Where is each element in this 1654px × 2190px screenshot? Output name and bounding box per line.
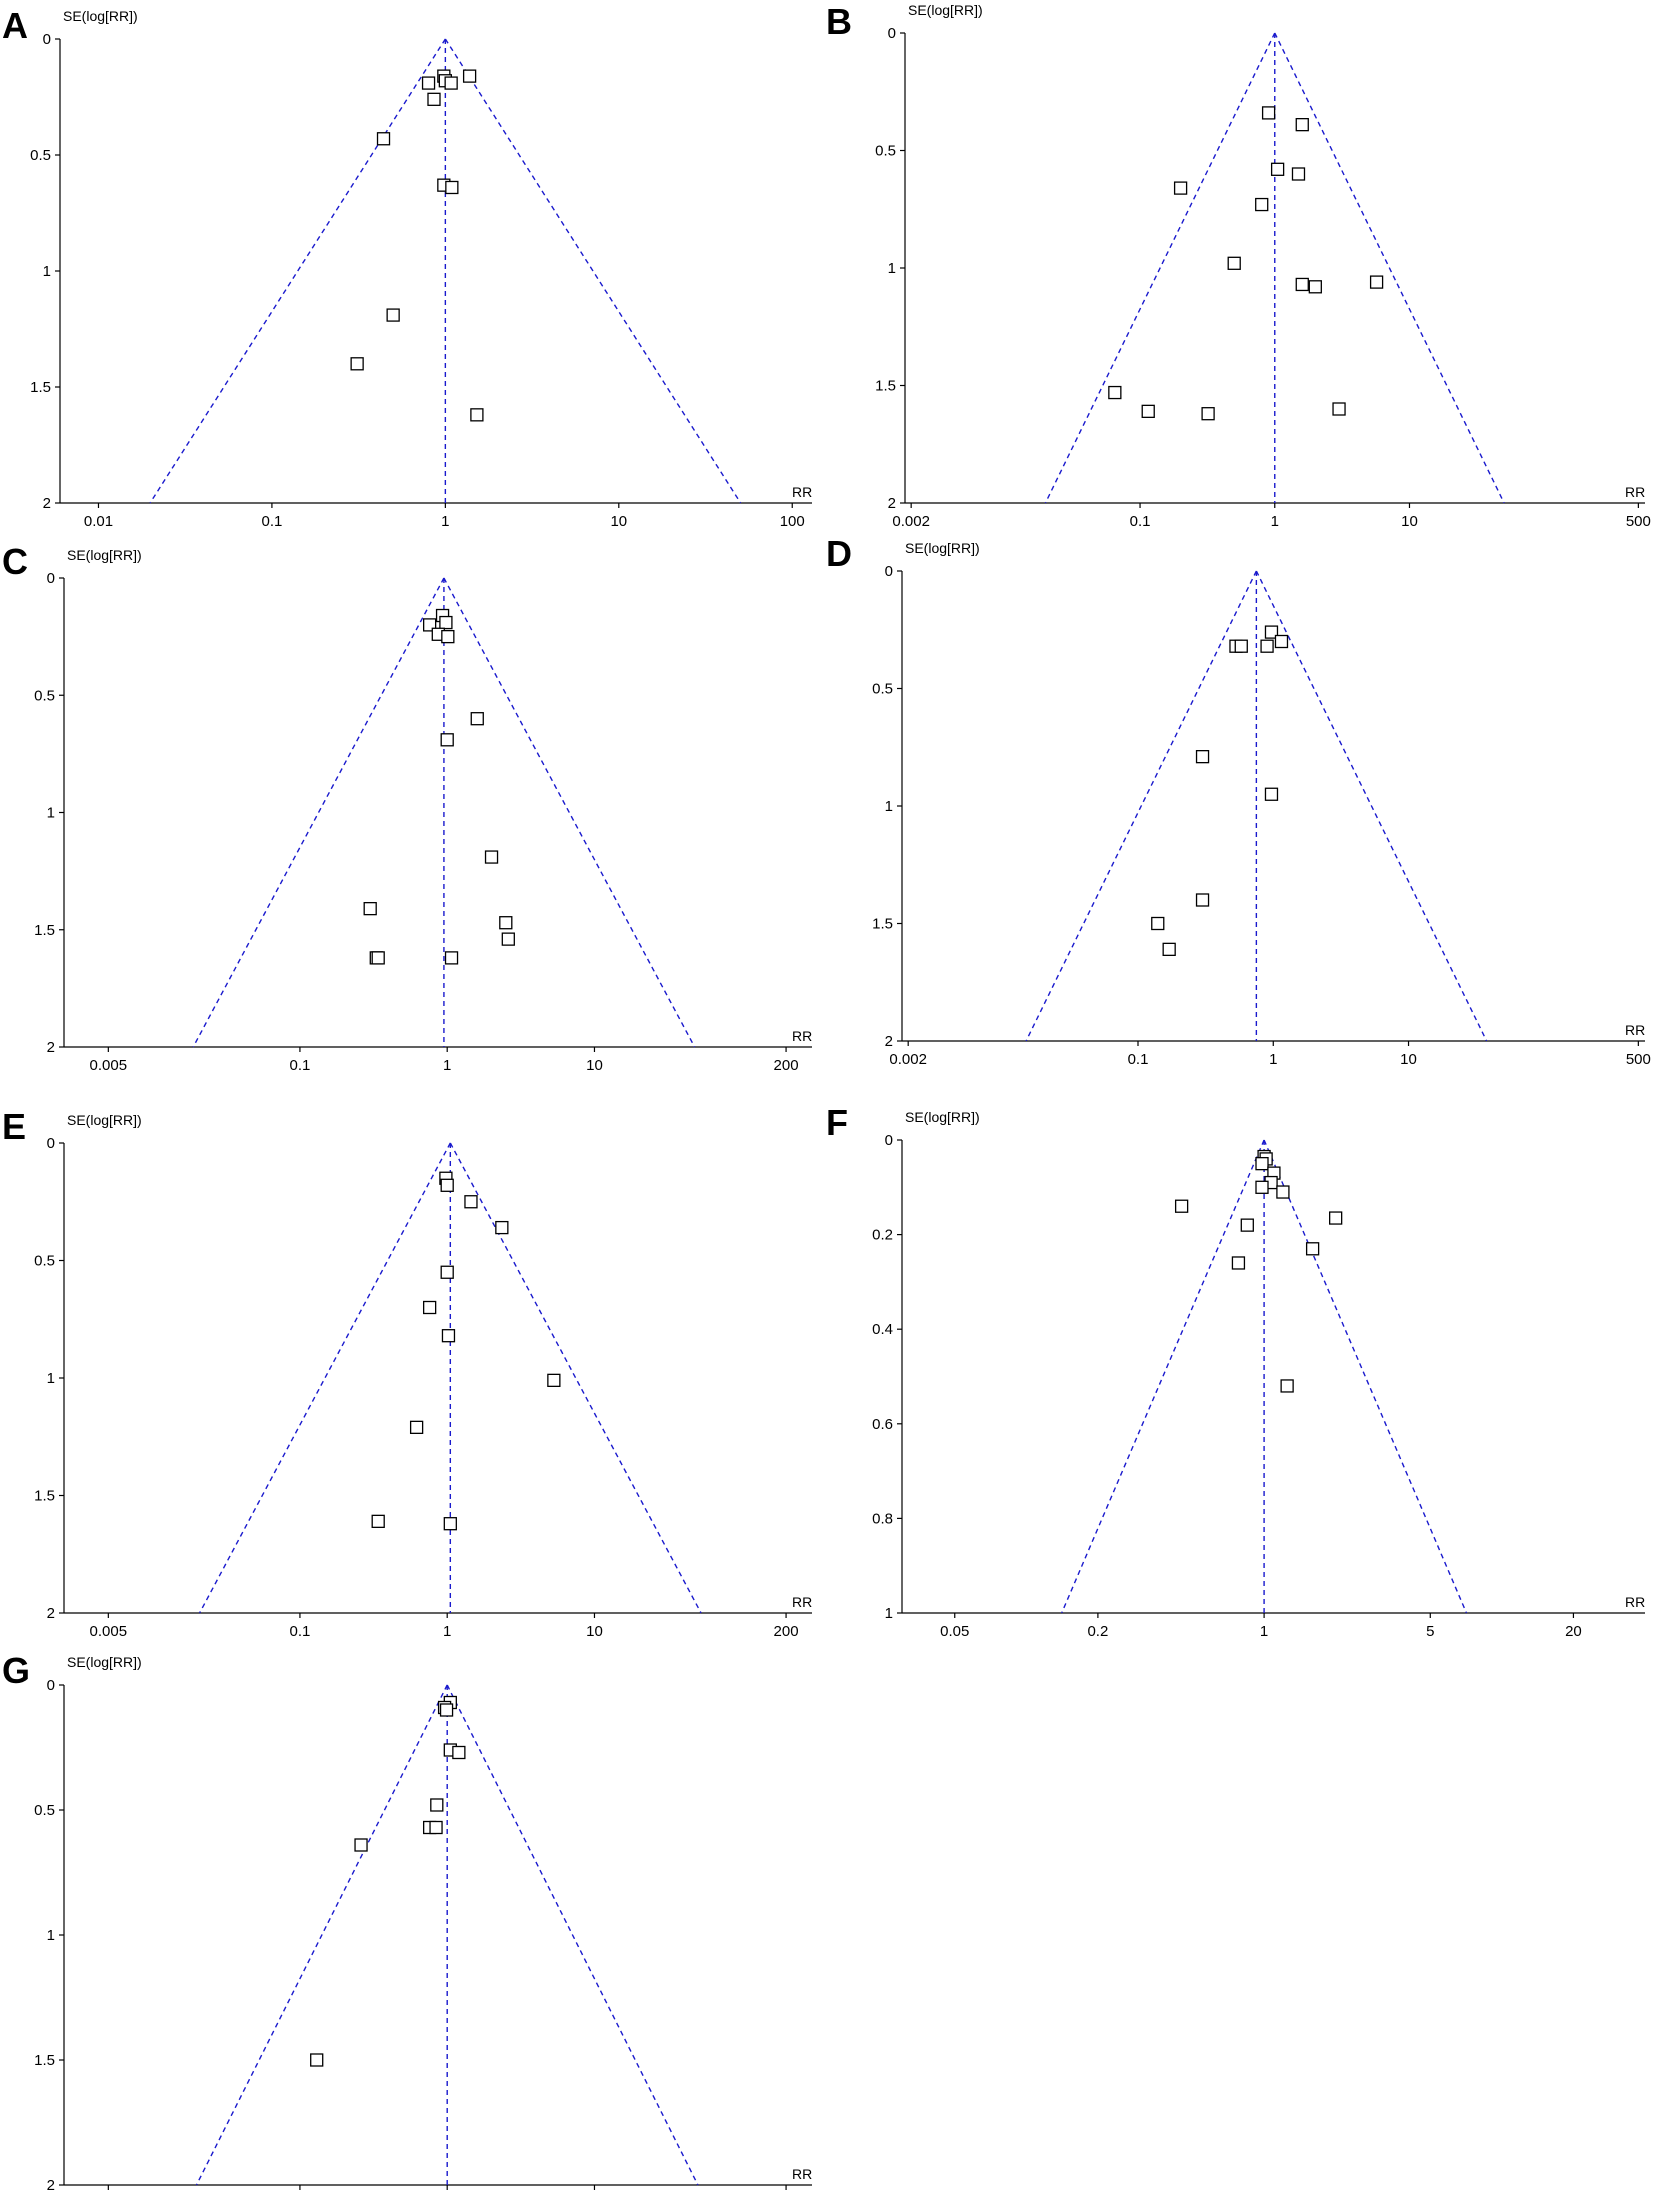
x-tick-label-a: 100 (779, 513, 805, 530)
study-marker-b (1333, 403, 1345, 415)
study-marker-c (502, 933, 514, 945)
study-marker-g (430, 1822, 442, 1834)
x-axis-title-e: RR (792, 1594, 813, 1610)
x-tick-label-c: 1 (443, 1057, 452, 1074)
x-axis-title-d: RR (1625, 1022, 1646, 1038)
y-tick-label-a: 0.5 (30, 147, 51, 164)
study-marker-g (311, 2054, 323, 2066)
x-tick-label-e: 10 (586, 1623, 603, 1640)
x-tick-label-c: 0.1 (289, 1057, 311, 1074)
y-axis-title-f: SE(log[RR]) (905, 1109, 980, 1125)
study-marker-b (1109, 387, 1121, 399)
study-marker-a (351, 358, 363, 370)
y-tick-label-b: 1 (887, 260, 896, 277)
panel-f (826, 1102, 1645, 1640)
x-axis-title-f: RR (1625, 1594, 1646, 1610)
study-marker-b (1292, 168, 1304, 180)
x-tick-label-e: 0.005 (89, 1623, 128, 1640)
y-tick-label-a: 1.5 (30, 379, 51, 396)
y-tick-label-d: 0.5 (872, 680, 893, 698)
study-marker-c (442, 631, 454, 643)
y-tick-label-a: 0 (42, 31, 51, 48)
study-marker-c (440, 617, 452, 629)
x-axis-title-b: RR (1625, 484, 1646, 500)
study-marker-d (1197, 894, 1209, 906)
x-tick-label-a: 0.01 (83, 513, 114, 530)
study-marker-e (441, 1266, 453, 1278)
study-marker-e (424, 1302, 436, 1314)
study-marker-e (411, 1421, 423, 1433)
y-tick-label-c: 1 (46, 804, 55, 822)
panel-letter-g: G (2, 1650, 31, 1691)
x-tick-label-d: 1 (1269, 1051, 1278, 1068)
y-axis-title-e: SE(log[RR]) (67, 1112, 142, 1128)
y-tick-label-b: 1.5 (875, 377, 896, 395)
funnel-right-line-e (450, 1143, 701, 1613)
x-tick-label-a: 10 (610, 513, 628, 530)
study-marker-d (1197, 751, 1209, 763)
study-marker-b (1263, 107, 1275, 119)
panel-d (826, 533, 1651, 1068)
study-marker-d (1265, 788, 1277, 800)
y-tick-label-b: 0 (887, 25, 896, 42)
x-tick-label-b: 10 (1401, 513, 1418, 530)
study-marker-b (1296, 119, 1308, 131)
study-marker-a (445, 77, 457, 89)
study-marker-e (465, 1196, 477, 1208)
study-marker-e (441, 1179, 453, 1191)
y-axis-title-d: SE(log[RR]) (905, 540, 980, 556)
x-tick-label-e: 200 (773, 1623, 799, 1640)
x-tick-label-a: 1 (441, 513, 450, 530)
funnel-right-line-f (1264, 1140, 1466, 1613)
y-tick-label-f: 0.2 (872, 1226, 893, 1244)
x-tick-label-e: 1 (443, 1623, 452, 1640)
study-marker-a (423, 77, 435, 89)
y-tick-label-g: 0.5 (34, 1802, 55, 1819)
funnel-right-line-b (1275, 33, 1504, 503)
study-marker-d (1275, 636, 1287, 648)
study-marker-e (372, 1515, 384, 1527)
x-axis-title-g: RR (792, 2166, 813, 2182)
x-tick-label-f: 1 (1259, 1623, 1269, 1640)
y-tick-label-b: 2 (887, 495, 896, 512)
x-tick-label-c: 200 (773, 1057, 799, 1074)
study-marker-d (1261, 640, 1273, 652)
study-marker-c (364, 903, 376, 915)
panel-letter-b: B (826, 1, 852, 42)
y-tick-label-f: 1 (884, 1605, 893, 1622)
panel-a (2, 5, 812, 530)
study-marker-b (1309, 281, 1321, 293)
x-tick-label-b: 1 (1270, 513, 1279, 530)
study-marker-c (500, 917, 512, 929)
x-tick-label-e: 0.1 (289, 1623, 311, 1640)
y-tick-label-d: 0 (884, 563, 893, 580)
study-marker-f (1176, 1200, 1188, 1212)
x-tick-label-d: 0.002 (889, 1051, 927, 1068)
y-tick-label-c: 2 (46, 1039, 55, 1056)
panel-letter-e: E (2, 1106, 27, 1147)
study-marker-f (1330, 1212, 1342, 1224)
y-tick-label-g: 2 (46, 2177, 55, 2190)
y-tick-label-g: 1.5 (34, 2052, 55, 2069)
study-marker-g (431, 1799, 443, 1811)
study-marker-d (1235, 640, 1247, 652)
y-tick-label-g: 1 (46, 1927, 55, 1944)
study-marker-c (486, 851, 498, 863)
y-tick-label-e: 0.5 (34, 1252, 55, 1270)
study-marker-b (1256, 199, 1268, 211)
panel-b (826, 1, 1651, 530)
study-marker-d (1163, 943, 1175, 955)
study-marker-f (1281, 1380, 1293, 1392)
study-marker-b (1142, 405, 1154, 417)
study-marker-e (548, 1374, 560, 1386)
y-tick-label-e: 1.5 (34, 1487, 55, 1505)
study-marker-a (378, 133, 390, 145)
y-axis-title-c: SE(log[RR]) (67, 547, 142, 563)
study-marker-f (1256, 1181, 1268, 1193)
x-tick-label-f: 0.05 (940, 1623, 970, 1640)
y-tick-label-b: 0.5 (875, 142, 896, 160)
study-marker-c (372, 952, 384, 964)
y-tick-label-c: 0.5 (34, 687, 55, 705)
study-marker-e (442, 1330, 454, 1342)
y-tick-label-f: 0.6 (872, 1415, 893, 1433)
study-marker-a (387, 309, 399, 321)
study-marker-c (471, 713, 483, 725)
x-tick-label-c: 10 (586, 1057, 603, 1074)
y-tick-label-f: 0.4 (872, 1321, 893, 1339)
study-marker-a (471, 409, 483, 421)
study-marker-g (453, 1747, 465, 1759)
funnel-right-line-d (1256, 571, 1486, 1041)
y-tick-label-g: 0 (46, 1677, 55, 1694)
study-marker-g (441, 1704, 453, 1716)
x-tick-label-f: 20 (1565, 1623, 1582, 1640)
y-tick-label-f: 0.8 (872, 1510, 893, 1528)
panel-letter-f: F (826, 1102, 848, 1143)
x-tick-label-b: 0.1 (1129, 513, 1151, 530)
study-marker-b (1228, 257, 1240, 269)
x-axis-title-a: RR (792, 484, 813, 500)
funnel-right-line-g (447, 1685, 698, 2185)
study-marker-b (1202, 408, 1214, 420)
y-tick-label-d: 2 (884, 1033, 893, 1050)
y-axis-title-g: SE(log[RR]) (67, 1654, 142, 1670)
study-marker-e (444, 1518, 456, 1530)
study-marker-a (464, 70, 476, 82)
funnel-left-line-f (1062, 1140, 1264, 1613)
study-marker-b (1296, 278, 1308, 290)
study-marker-b (1371, 276, 1383, 288)
y-tick-label-f: 0 (884, 1132, 893, 1149)
funnel-left-line-e (200, 1143, 451, 1613)
x-tick-label-b: 500 (1625, 513, 1651, 530)
panel-e (2, 1106, 812, 1640)
funnel-right-line-c (444, 578, 695, 1047)
x-tick-label-d: 0.1 (1127, 1051, 1149, 1068)
study-marker-g (355, 1839, 367, 1851)
funnel-right-line-a (445, 39, 740, 503)
panel-letter-d: D (826, 533, 852, 574)
y-tick-label-a: 1 (42, 263, 51, 280)
study-marker-a (446, 181, 458, 193)
y-tick-label-a: 2 (42, 495, 51, 512)
x-tick-label-c: 0.005 (89, 1057, 128, 1074)
x-tick-label-a: 0.1 (261, 513, 283, 530)
funnel-left-line-g (196, 1685, 447, 2185)
panel-c (2, 541, 812, 1074)
x-axis-title-c: RR (792, 1028, 813, 1044)
x-tick-label-b: 0.002 (892, 513, 930, 530)
y-tick-label-e: 2 (46, 1605, 55, 1622)
x-tick-label-d: 500 (1625, 1051, 1651, 1068)
study-marker-f (1307, 1243, 1319, 1255)
x-tick-label-d: 10 (1400, 1051, 1417, 1068)
y-tick-label-e: 0 (46, 1135, 55, 1152)
y-tick-label-c: 1.5 (34, 921, 55, 939)
y-axis-title-b: SE(log[RR]) (908, 2, 983, 18)
y-axis-title-a: SE(log[RR]) (63, 8, 138, 24)
funnel-left-line-c (193, 578, 444, 1047)
study-marker-f (1232, 1257, 1244, 1269)
study-marker-c (441, 734, 453, 746)
study-marker-d (1152, 918, 1164, 930)
panel-letter-a: A (2, 5, 28, 46)
y-tick-label-d: 1 (884, 798, 893, 815)
funnel-left-line-d (1026, 571, 1256, 1041)
y-tick-label-e: 1 (46, 1370, 55, 1387)
study-marker-b (1175, 182, 1187, 194)
study-marker-f (1277, 1186, 1289, 1198)
study-marker-a (428, 93, 440, 105)
y-tick-label-d: 1.5 (872, 915, 893, 933)
x-tick-label-f: 0.2 (1087, 1623, 1109, 1640)
study-marker-c (446, 952, 458, 964)
panel-g (2, 1650, 812, 2190)
study-marker-f (1241, 1219, 1253, 1231)
funnel-left-line-a (150, 39, 445, 503)
panel-letter-c: C (2, 541, 28, 582)
y-tick-label-c: 0 (46, 570, 55, 587)
study-marker-e (496, 1222, 508, 1234)
study-marker-b (1272, 163, 1284, 175)
study-marker-f (1256, 1158, 1268, 1170)
x-tick-label-f: 5 (1426, 1623, 1435, 1640)
